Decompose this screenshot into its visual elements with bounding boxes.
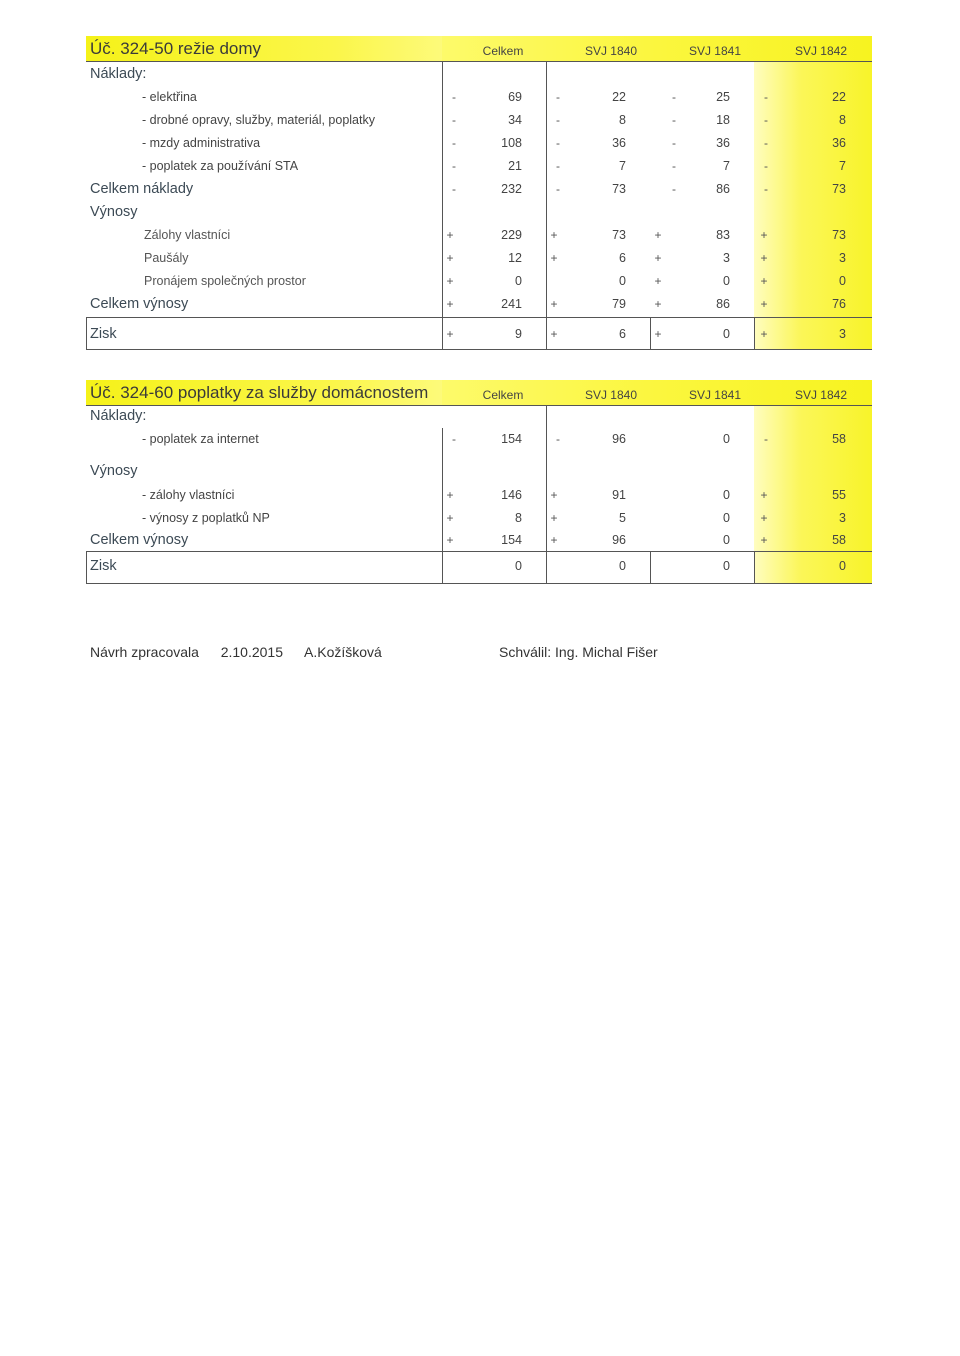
table-row [86,247,872,270]
sign: - [672,113,676,127]
rule [86,317,872,318]
section-title: Úč. 324-60 poplatky za služby domácnostem [86,380,442,406]
value-svj1842: 7 [839,159,846,173]
section-header [86,36,872,62]
value-svj1842: 8 [839,113,846,127]
value-svj1840: 96 [612,533,626,547]
sign: - [556,136,560,150]
value-svj1840: 0 [619,559,626,573]
sign: + [550,511,558,525]
sign: + [654,251,662,265]
value-svj1841: 0 [723,274,730,288]
value-svj1841: 0 [723,511,730,525]
revenue-heading: Výnosy [90,463,138,479]
sign: - [672,136,676,150]
col-svj1842: SVJ 1842 [794,388,848,402]
value-celkem: 232 [501,182,522,196]
value-svj1842: 3 [839,511,846,525]
sign: + [760,274,768,288]
sign: - [556,432,560,446]
value-celkem: 12 [508,251,522,265]
sign: - [452,113,456,127]
value-svj1840: 73 [612,228,626,242]
sign: - [452,159,456,173]
value-celkem: 146 [501,488,522,502]
value-celkem: 69 [508,90,522,104]
col-svj1841: SVJ 1841 [688,388,742,402]
sign: + [550,488,558,502]
section-324-50 [86,36,872,350]
value-svj1840: 96 [612,432,626,446]
value-celkem: 0 [515,559,522,573]
revenue-total-row [86,529,872,552]
sign: + [760,297,768,311]
row-label: - poplatek za používání STA [142,159,299,173]
row-label: - drobné opravy, služby, materiál, poplatky [142,113,375,127]
value-svj1842: 0 [839,559,846,573]
rule [86,583,872,584]
value-svj1841: 25 [716,90,730,104]
sign: - [452,136,456,150]
row-label: - výnosy z poplatků NP [142,511,270,525]
value-svj1842: 58 [832,432,846,446]
sign: - [556,159,560,173]
value-svj1840: 73 [612,182,626,196]
row-label: Celkem náklady [90,181,194,197]
sign: + [446,274,454,288]
table-row [86,428,872,451]
col-svj1842: SVJ 1842 [794,44,848,58]
sign: - [764,432,768,446]
sign: - [764,136,768,150]
value-svj1842: 36 [832,136,846,150]
value-svj1840: 7 [619,159,626,173]
row-label: Zálohy vlastníci [144,228,231,242]
section-324-60 [86,380,872,584]
row-label: Zisk [90,326,117,342]
value-svj1840: 79 [612,297,626,311]
table-row [86,270,872,293]
row-label: Celkem výnosy [90,296,189,312]
table-row [86,155,872,178]
value-svj1842: 0 [839,274,846,288]
value-svj1840: 6 [619,251,626,265]
value-svj1840: 36 [612,136,626,150]
value-svj1840: 6 [619,327,626,341]
prepared-date: 2.10.2015 [220,644,284,660]
costs-heading: Náklady: [90,408,147,424]
value-svj1842: 3 [839,327,846,341]
col-celkem: Celkem [482,388,524,402]
sign: - [556,182,560,196]
sign: + [446,488,454,502]
sign: - [764,113,768,127]
profit-row [86,555,872,578]
col-celkem: Celkem [482,44,524,58]
sign: + [550,533,558,547]
row-label: Zisk [90,558,117,574]
revenue-heading: Výnosy [90,204,138,220]
revenue-heading-row [86,460,872,483]
value-celkem: 0 [515,274,522,288]
value-svj1842: 3 [839,251,846,265]
prepared-by [90,644,382,660]
sign: - [672,90,676,104]
section-header [86,380,872,406]
sign: - [452,432,456,446]
sign: + [654,274,662,288]
sign: + [654,297,662,311]
prepared-name: A.Kožíšková [304,644,382,660]
value-celkem: 34 [508,113,522,127]
sign: + [654,327,662,341]
value-svj1841: 18 [716,113,730,127]
approved-by: Schválil: Ing. Michal Fišer [499,644,658,660]
row-label: - zálohy vlastníci [142,488,235,502]
value-celkem: 154 [501,432,522,446]
header-rule [86,61,872,62]
value-celkem: 8 [515,511,522,525]
value-svj1842: 73 [832,228,846,242]
sign: + [760,533,768,547]
sign: + [760,327,768,341]
costs-total-row [86,178,872,201]
revenue-total-row [86,293,872,316]
table-row [86,109,872,132]
rule [86,551,872,552]
value-svj1841: 36 [716,136,730,150]
sign: + [760,488,768,502]
sign: - [556,113,560,127]
sign: + [760,251,768,265]
sign: + [760,228,768,242]
costs-heading: Náklady: [90,66,147,82]
sign: - [452,90,456,104]
value-svj1840: 22 [612,90,626,104]
costs-heading-row [86,405,872,428]
prepared-label: Návrh zpracovala [90,644,199,660]
value-svj1841: 0 [723,432,730,446]
section-title: Úč. 324-50 režie domy [86,36,442,62]
sign: + [446,533,454,547]
value-celkem: 21 [508,159,522,173]
sign: + [760,511,768,525]
value-svj1840: 8 [619,113,626,127]
profit-row [86,323,872,346]
value-svj1841: 7 [723,159,730,173]
sign: + [550,228,558,242]
rule [86,349,872,350]
sign: + [446,251,454,265]
value-svj1840: 5 [619,511,626,525]
value-celkem: 229 [501,228,522,242]
costs-heading-row [86,63,872,86]
value-svj1841: 83 [716,228,730,242]
value-svj1841: 0 [723,488,730,502]
value-svj1842: 58 [832,533,846,547]
value-svj1841: 3 [723,251,730,265]
value-svj1840: 0 [619,274,626,288]
row-label: Pronájem společných prostor [144,274,306,288]
value-celkem: 154 [501,533,522,547]
row-label: - mzdy administrativa [142,136,261,150]
value-svj1842: 55 [832,488,846,502]
row-label: - elektřina [142,90,197,104]
sign: - [764,182,768,196]
sign: - [764,90,768,104]
row-label: Paušály [144,251,189,265]
value-svj1842: 73 [832,182,846,196]
value-svj1841: 86 [716,297,730,311]
value-svj1841: 0 [723,327,730,341]
sign: + [550,297,558,311]
col-svj1840: SVJ 1840 [584,388,638,402]
sign: - [452,182,456,196]
sign: + [550,251,558,265]
col-svj1840: SVJ 1840 [584,44,638,58]
value-svj1840: 91 [612,488,626,502]
table-row [86,86,872,109]
row-label: - poplatek za internet [142,432,259,446]
sign: - [556,90,560,104]
sign: + [446,297,454,311]
sign: - [672,159,676,173]
sign: - [764,159,768,173]
col-svj1841: SVJ 1841 [688,44,742,58]
sign: - [672,182,676,196]
value-celkem: 108 [501,136,522,150]
value-svj1842: 76 [832,297,846,311]
sign: + [446,228,454,242]
value-celkem: 241 [501,297,522,311]
value-svj1841: 0 [723,559,730,573]
value-svj1841: 86 [716,182,730,196]
table-row [86,224,872,247]
sign: + [654,228,662,242]
value-svj1842: 22 [832,90,846,104]
row-label: Celkem výnosy [90,532,189,548]
value-celkem: 9 [515,327,522,341]
table-row [86,484,872,507]
sign: + [446,327,454,341]
table-row [86,507,872,530]
sign: + [446,511,454,525]
value-svj1841: 0 [723,533,730,547]
revenue-heading-row [86,201,872,224]
table-row [86,132,872,155]
sign: + [550,327,558,341]
